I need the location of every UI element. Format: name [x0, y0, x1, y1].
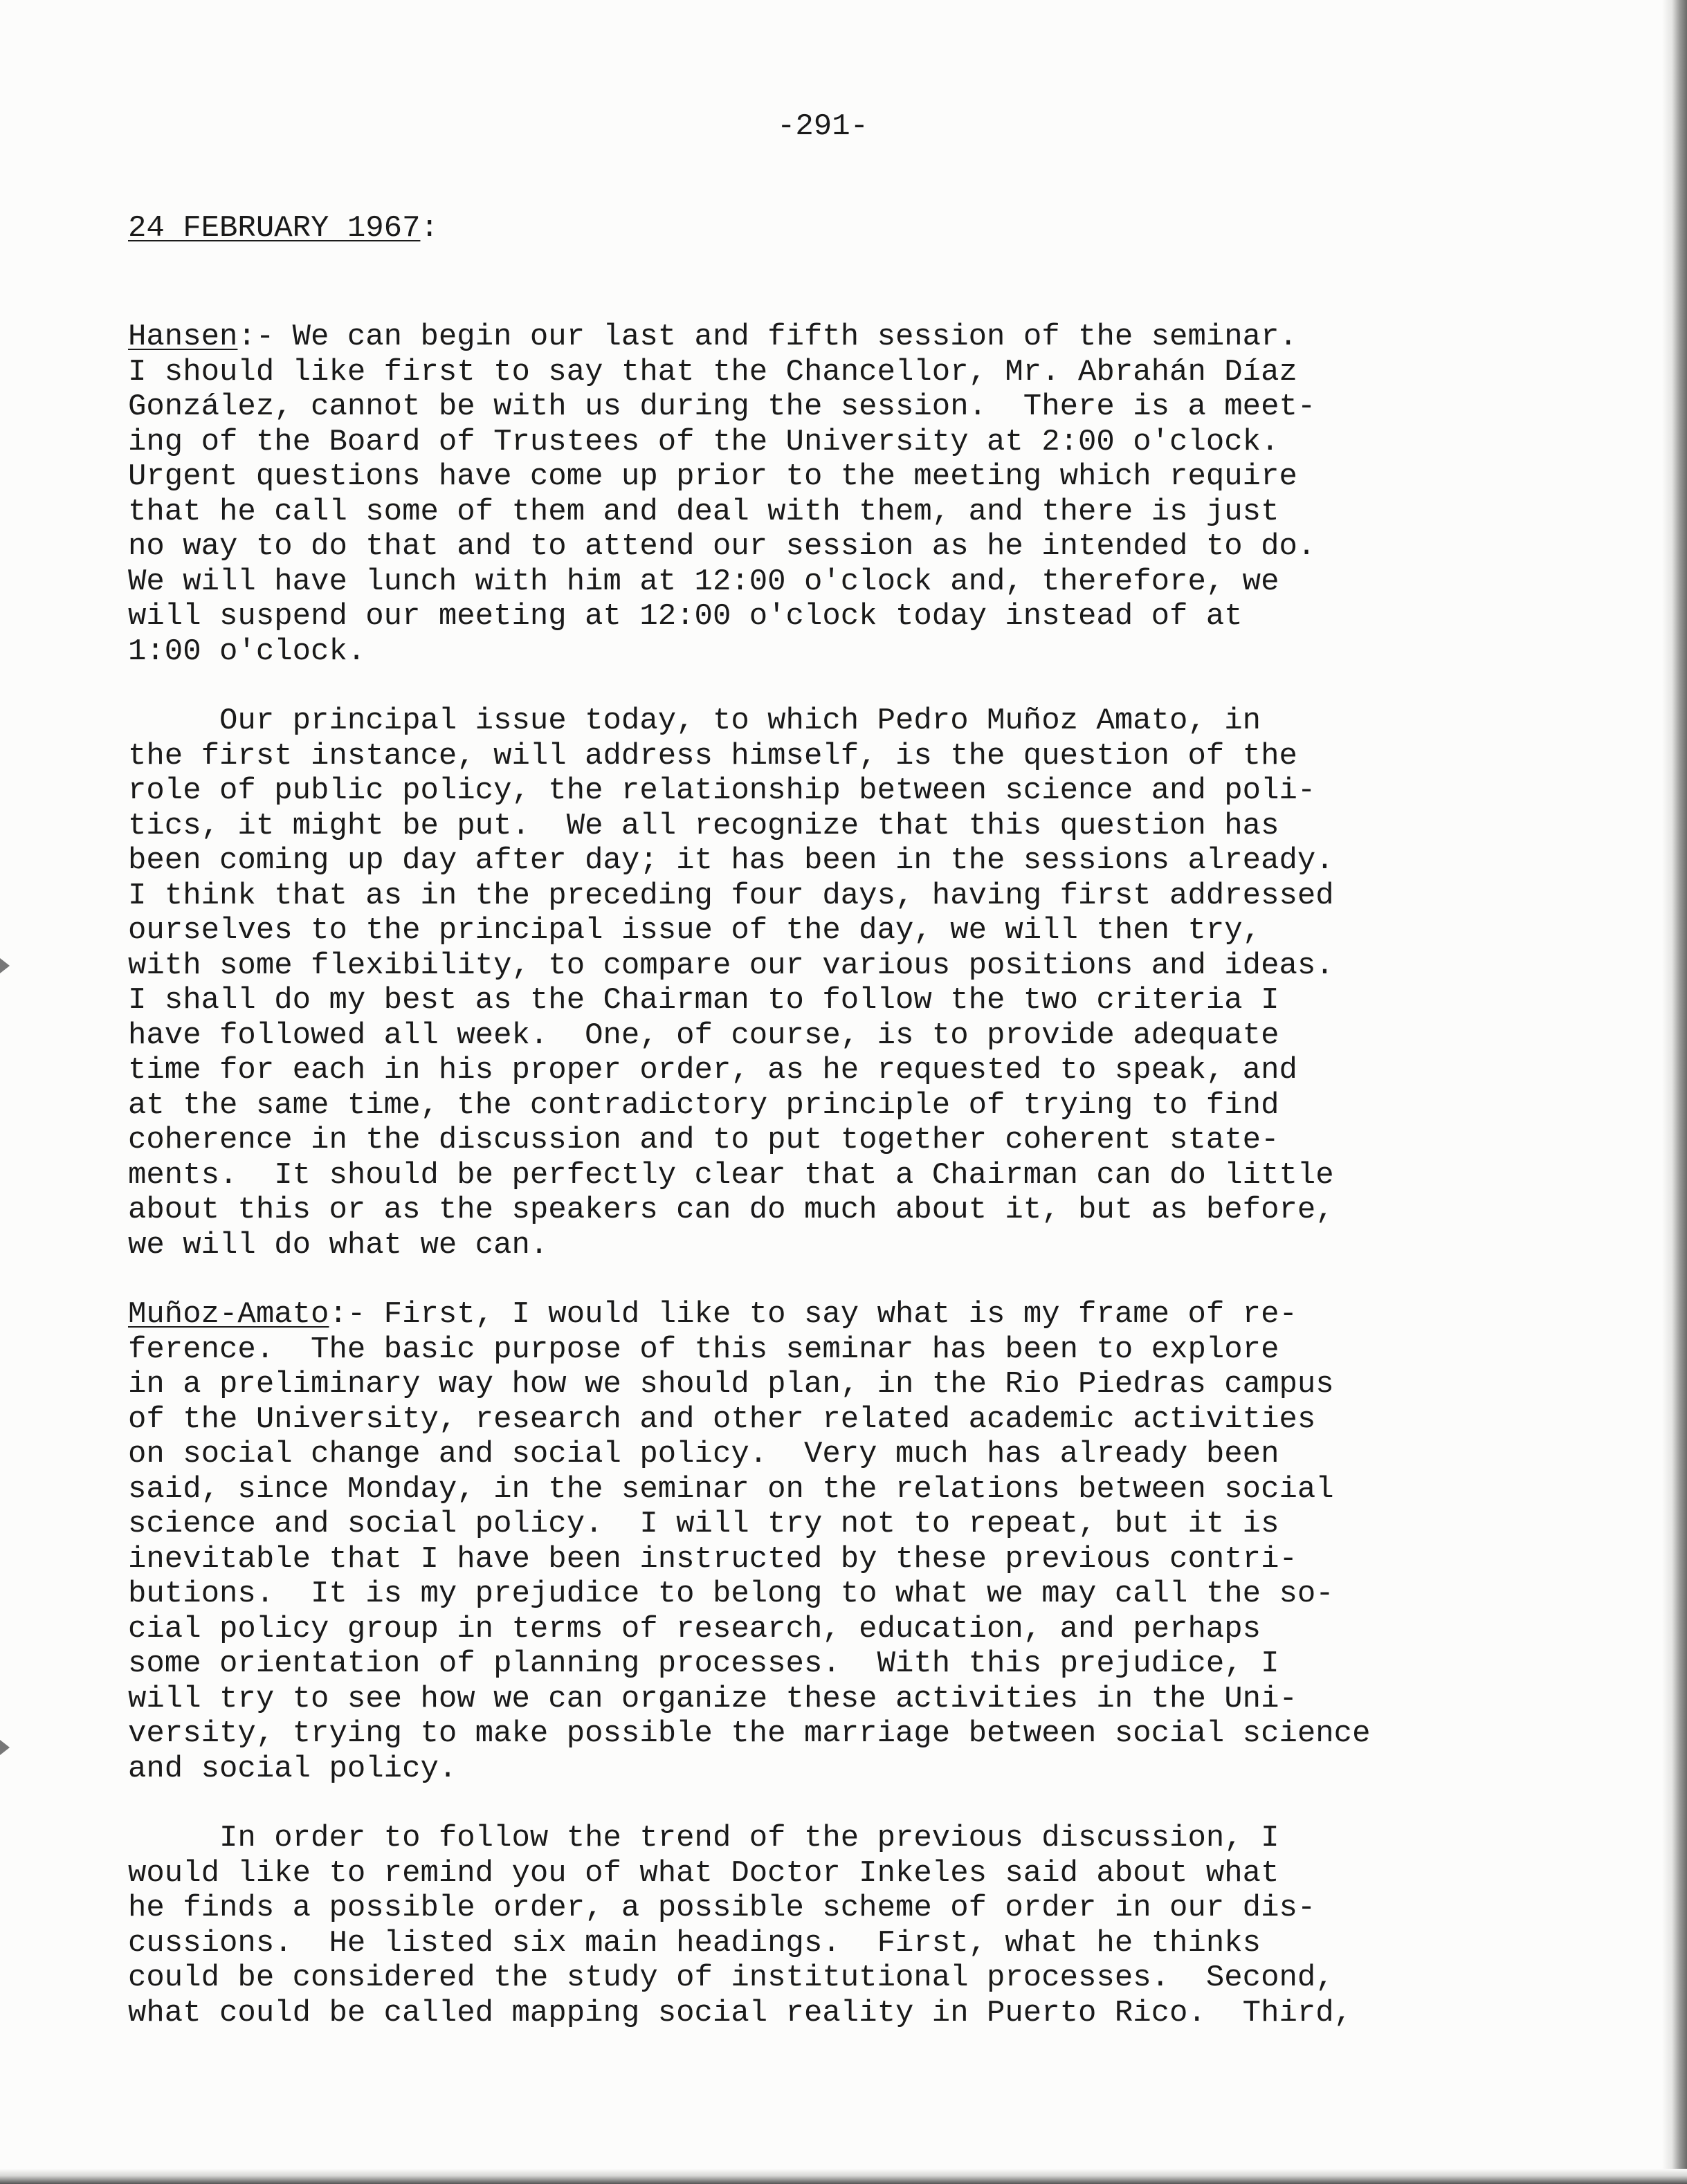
paragraph-line: cial policy group in terms of research, education, and perhaps: [128, 1611, 1261, 1646]
paragraph-line: time for each in his proper order, as he requested to speak, and: [128, 1053, 1297, 1088]
paragraph-munoz-amato: [128, 1297, 1567, 1786]
speaker-name: Muñoz-Amato: [128, 1297, 329, 1332]
paragraph-line: In order to follow the trend of the previous discussion, I: [128, 1821, 1279, 1855]
paragraph-line: about this or as the speakers can do much about it, but as before,: [128, 1193, 1334, 1227]
paragraph-line: we will do what we can.: [128, 1227, 549, 1263]
paragraph-line: Our principal issue today, to which Pedro Muñoz Amato, in: [128, 704, 1261, 738]
paragraph-line: will try to see how we can organize these activities in the Uni-: [128, 1681, 1297, 1716]
paragraph-line: González, cannot be with us during the session. There is a meet-: [128, 389, 1316, 424]
page-number-text: -291-: [776, 109, 869, 144]
paragraph-line: will suspend our meeting at 12:00 o'clock today instead of at: [128, 599, 1243, 634]
paragraph-line: ing of the Board of Trustees of the University at 2:00 o'clock.: [128, 424, 1279, 459]
paragraph-line: I think that as in the preceding four days, having first addressed: [128, 878, 1334, 913]
date-heading-text: 24 FEBRUARY 1967: [128, 211, 421, 246]
paragraph-line: some orientation of planning processes. With this prejudice, I: [128, 1646, 1279, 1681]
paragraph-line: and social policy.: [128, 1751, 457, 1786]
transcript-body: [128, 320, 1567, 2065]
speaker-name: Hansen: [128, 320, 238, 354]
paragraph-line: that he call some of them and deal with them, and there is just: [128, 494, 1279, 529]
margin-mark: [0, 1740, 10, 1755]
paragraph-line: :- We can begin our last and fifth session of the seminar.: [237, 320, 1297, 354]
paragraph-line: with some flexibility, to compare our various positions and ideas.: [128, 948, 1334, 983]
paragraph-inkeles-scheme: [128, 1821, 1567, 2030]
paragraph-line: no way to do that and to attend our session as he intended to do.: [128, 529, 1316, 564]
paragraph-line: would like to remind you of what Doctor Inkeles said about what: [128, 1855, 1279, 1891]
scan-shadow-right: [1662, 0, 1687, 2184]
paragraph-line: at the same time, the contradictory principle of trying to find: [128, 1088, 1279, 1123]
paragraph-line: on social change and social policy. Very much has already been: [128, 1437, 1279, 1471]
paragraph-line: role of public policy, the relationship between science and poli-: [128, 773, 1316, 808]
paragraph-line: I should like first to say that the Chancellor, Mr. Abrahán Díaz: [128, 354, 1297, 389]
paragraph-line: of the University, research and other related academic activities: [128, 1402, 1316, 1437]
paragraph-line: cussions. He listed six main headings. First, what he thinks: [128, 1925, 1261, 1961]
scan-shadow-bottom: [0, 2169, 1687, 2184]
paragraph-line: inevitable that I have been instructed by these previous contri-: [128, 1541, 1297, 1577]
paragraph-line: have followed all week. One, of course, is to provide adequate: [128, 1018, 1279, 1053]
date-heading-colon: :: [420, 211, 439, 246]
paragraph-line: said, since Monday, in the seminar on the relations between social: [128, 1471, 1334, 1507]
paragraph-line: butions. It is my prejudice to belong to what we may call the so-: [128, 1577, 1334, 1611]
paragraph-line: been coming up day after day; it has been in the sessions already.: [128, 843, 1334, 878]
paragraph-line: 1:00 o'clock.: [128, 634, 366, 669]
paragraph-principal-issue: [128, 704, 1567, 1263]
paragraph-line: ourselves to the principal issue of the day, we will then try,: [128, 913, 1261, 948]
paragraph-line: what could be called mapping social reality in Puerto Rico. Third,: [128, 1995, 1353, 2030]
paragraph-line: tics, it might be put. We all recognize that this question has: [128, 808, 1279, 843]
margin-mark: [0, 958, 10, 973]
paragraph-line: versity, trying to make possible the marriage between social science: [128, 1716, 1371, 1751]
paragraph-line: Urgent questions have come up prior to the meeting which require: [128, 459, 1297, 494]
page-number: [0, 109, 1687, 144]
paragraph-line: coherence in the discussion and to put together coherent state-: [128, 1123, 1279, 1157]
paragraph-line: science and social policy. I will try not to repeat, but it is: [128, 1507, 1279, 1541]
paragraph-line: We will have lunch with him at 12:00 o'clock and, therefore, we: [128, 564, 1279, 599]
paragraph-line: ments. It should be perfectly clear that a Chairman can do little: [128, 1157, 1334, 1193]
paragraph-line: in a preliminary way how we should plan, in the Rio Piedras campus: [128, 1367, 1334, 1402]
paragraph-line: could be considered the study of institutional processes. Second,: [128, 1961, 1334, 1995]
paragraph-line: he finds a possible order, a possible scheme of order in our dis-: [128, 1891, 1316, 1925]
paragraph-line: I shall do my best as the Chairman to follow the two criteria I: [128, 983, 1279, 1018]
paragraph-line: the first instance, will address himself, is the question of the: [128, 738, 1297, 773]
date-heading: [128, 211, 439, 246]
paragraph-line: ference. The basic purpose of this seminar has been to explore: [128, 1332, 1279, 1367]
paragraph-line: :- First, I would like to say what is my frame of re-: [329, 1297, 1297, 1332]
paragraph-hansen-opening: [128, 320, 1567, 669]
